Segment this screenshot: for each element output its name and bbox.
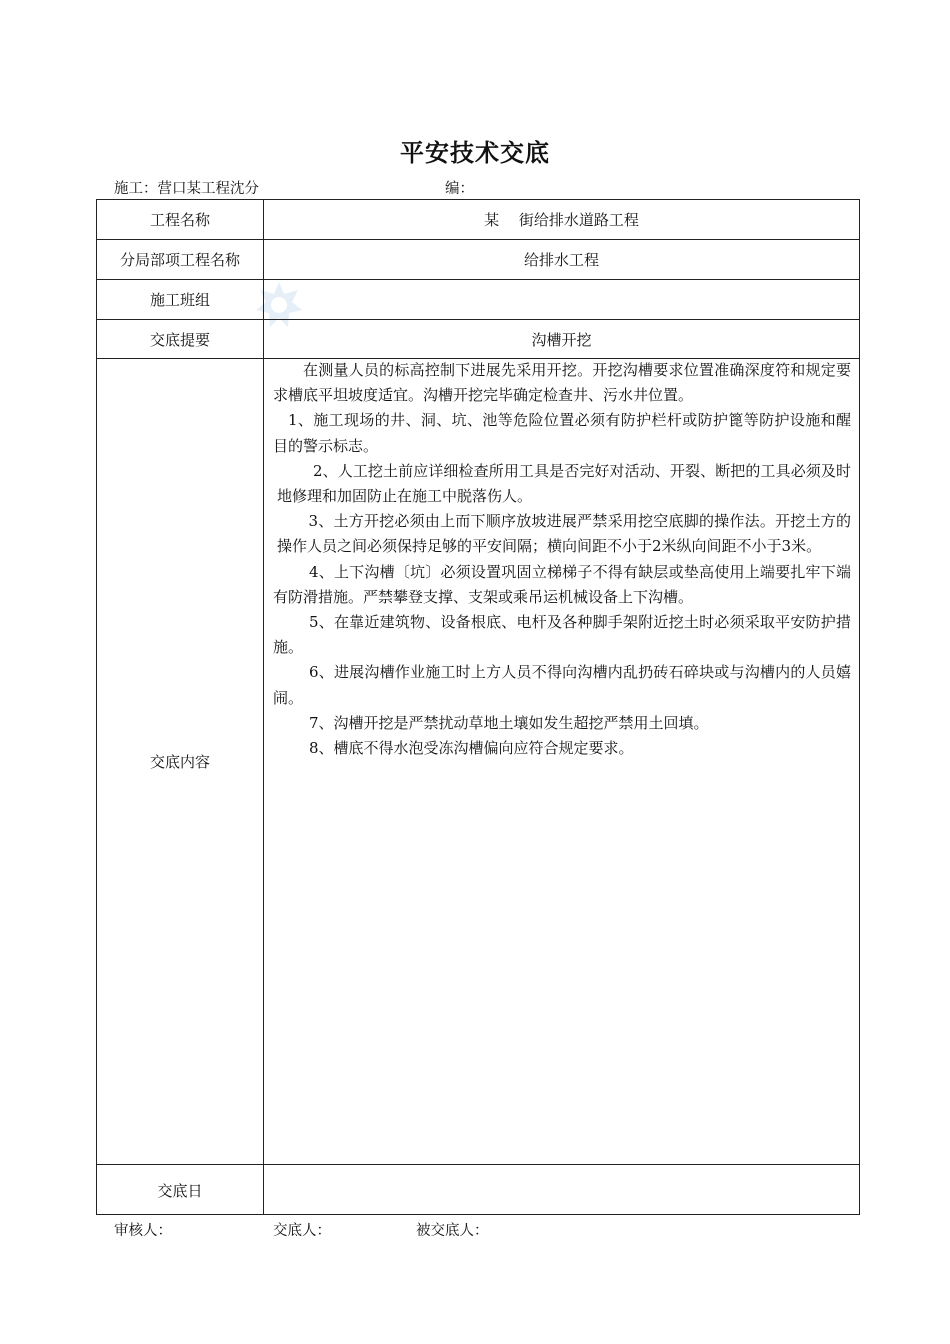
construction-unit-label: 施工：营口某工程沈分 xyxy=(114,181,259,197)
disclosure-content xyxy=(273,358,851,761)
content-item-3: 3、土方开挖必须由上而下顺序放坡进展严禁采用挖空底脚的操作法。开挖土方的操作人员之间必须保持足够的平安间隔；横向间距不小于2米纵向间距不小于3米。 xyxy=(277,512,851,556)
discloser-label: 交底人： xyxy=(273,1223,331,1239)
content-item-8: 8、槽底不得水泡受冻沟槽偏向应符合规定要求。 xyxy=(309,739,634,758)
team-label: 施工班组 xyxy=(149,291,210,309)
content-item-1: 1、施工现场的井、洞、坑、池等危险位置必须有防护栏杆或防护篦等防护设施和醒目的警示标志。 xyxy=(273,411,851,455)
date-label: 交底日 xyxy=(157,1181,203,1200)
recipient-label: 被交底人： xyxy=(416,1223,489,1239)
sub-project-value: 给排水工程 xyxy=(523,251,599,269)
disclosure-table xyxy=(96,199,860,1215)
summary-label: 交底提要 xyxy=(149,330,210,349)
content-label: 交底内容 xyxy=(149,753,210,771)
content-item-5: 5、在靠近建筑物、设备根底、电杆及各种脚手架附近挖土时必须采取平安防护措施。 xyxy=(273,613,851,657)
content-item-6: 6、进展沟槽作业施工时上方人员不得向沟槽内乱扔砖石碎块或与沟槽内的人员嬉闹。 xyxy=(273,663,851,707)
content-intro: 在测量人员的标高控制下进展先采用开挖。开挖沟槽要求位置准确深度符和规定要求槽底平坦坡度适宜。沟槽开挖完毕确定检查井、污水井位置。 xyxy=(273,361,851,405)
document-number-label: 编： xyxy=(445,181,474,197)
project-name-value: 某 街给排水道路工程 xyxy=(484,211,639,229)
reviewer-label: 审核人： xyxy=(114,1223,172,1239)
content-item-2: 2、人工挖土前应详细检查所用工具是否完好对活动、开裂、断把的工具必须及时地修理和加固防止在施工中脱落伤人。 xyxy=(277,461,851,506)
project-name-label: 工程名称 xyxy=(149,211,210,229)
content-item-7: 7、沟槽开挖是严禁扰动草地土壤如发生超挖严禁用土回填。 xyxy=(309,713,709,732)
summary-value: 沟槽开挖 xyxy=(531,330,592,349)
team-value xyxy=(264,280,859,319)
date-value xyxy=(264,1165,859,1215)
sub-project-label: 分局部项工程名称 xyxy=(119,251,240,269)
content-item-4: 4、上下沟槽〔坑〕必须设置巩固立梯梯子不得有缺层或垫高使用上端要扎牢下端有防滑措施。严禁攀登支撑、支架或乘吊运机械设备上下沟槽。 xyxy=(273,562,851,606)
document-title: 平安技术交底 xyxy=(400,139,550,167)
